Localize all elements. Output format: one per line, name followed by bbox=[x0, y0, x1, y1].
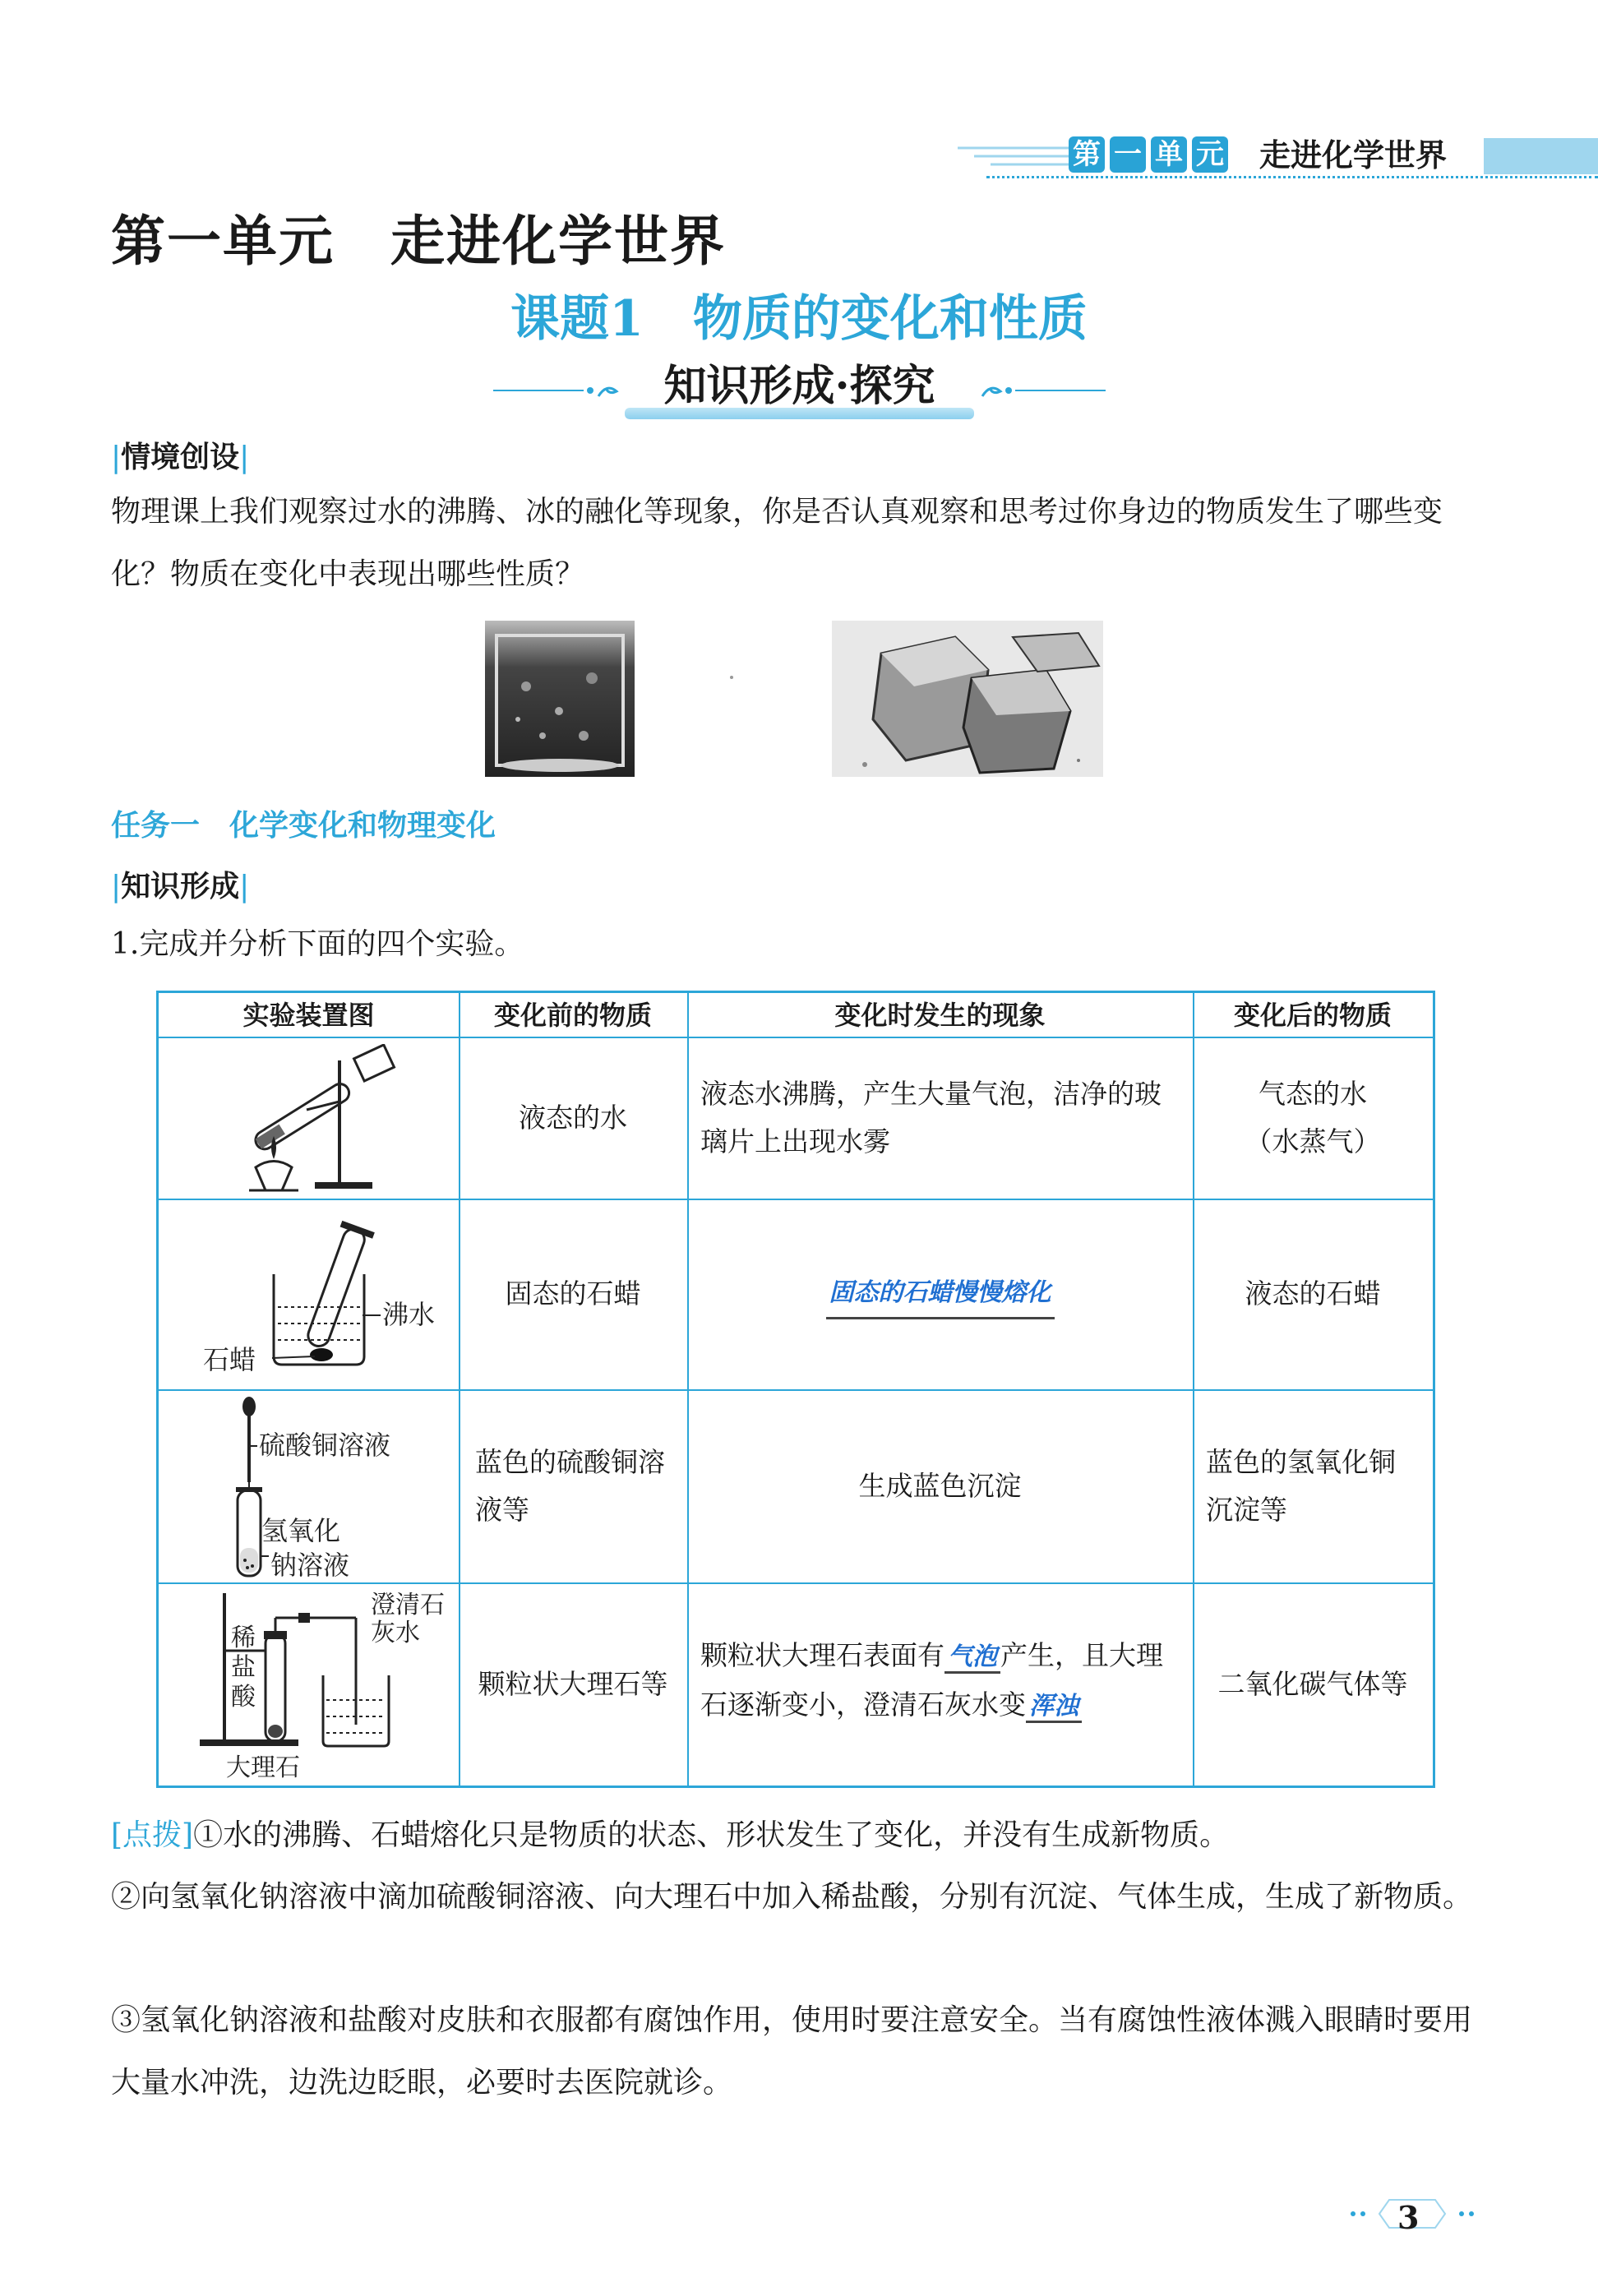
tip-paragraph-1 bbox=[111, 1804, 1492, 1867]
row4-phenomenon-part1: 颗粒状大理石表面有 bbox=[700, 1639, 944, 1671]
tip-tag: [点拨] bbox=[111, 1818, 194, 1852]
melting-wax-apparatus-diagram bbox=[200, 1200, 446, 1386]
label-limewater-line1: 澄清石 bbox=[371, 1591, 445, 1619]
task-heading: 任务一 化学变化和物理变化 bbox=[111, 809, 496, 843]
row1-before: 液态的水 bbox=[519, 1101, 627, 1134]
tip-paragraph-2: ②向氢氧化钠溶液中滴加硫酸铜溶液、向大理石中加入稀盐酸，分别有沉淀、气体生成，生成了新物质。 bbox=[111, 1880, 1473, 1914]
table-header: 实验装置图 bbox=[242, 999, 375, 1031]
header-subject: 走进化学世界 bbox=[1259, 137, 1448, 173]
section-label-text: 情境创设 bbox=[121, 441, 240, 474]
tip-text-1: ①水的沸腾、石蜡熔化只是物质的状态、形状发生了变化，并没有生成新物质。 bbox=[193, 1818, 1230, 1852]
boiling-water-photo bbox=[485, 621, 635, 777]
header-dotted-line bbox=[986, 176, 1598, 178]
banner-right-ornament bbox=[974, 378, 1106, 403]
table-header: 变化时发生的现象 bbox=[834, 999, 1046, 1031]
ice-cubes-photo bbox=[832, 621, 1103, 777]
row4-answer-bubbles: 气泡 bbox=[944, 1642, 1000, 1674]
header-stripes-decor bbox=[958, 141, 1073, 171]
row2-handwritten-answer: 固态的石蜡慢慢熔化 bbox=[826, 1269, 1055, 1319]
row1-after: 气态的水（水蒸气） bbox=[1245, 1077, 1381, 1157]
heating-water-apparatus-diagram bbox=[216, 1044, 413, 1192]
label-marble: 大理石 bbox=[226, 1753, 300, 1782]
intro-paragraph: 物理课上我们观察过水的沸腾、冰的融化等现象，你是否认真观察和思考过你身边的物质发生了哪些变化？物质在变化中表现出哪些性质？ bbox=[111, 495, 1443, 591]
header-unit-char: 单 bbox=[1151, 136, 1187, 173]
row3-before: 蓝色的硫酸铜溶液等 bbox=[475, 1445, 665, 1526]
row4-before: 颗粒状大理石等 bbox=[478, 1667, 668, 1700]
label-acid-char3: 酸 bbox=[231, 1683, 256, 1712]
label-wax: 石蜡 bbox=[203, 1344, 256, 1375]
section-banner: 知识形成·探究 bbox=[663, 361, 935, 411]
row4-phenomenon-part2: 产生，且大理石逐渐变小，澄清石灰水变 bbox=[700, 1639, 1163, 1721]
chapter-title: 第一单元 走进化学世界 bbox=[111, 209, 726, 273]
label-cuso4: 硫酸铜溶液 bbox=[259, 1430, 391, 1461]
header-unit-badges bbox=[1069, 136, 1233, 173]
label-naoh-line1: 氢氧化 bbox=[261, 1515, 341, 1546]
row1-phenomenon: 液态水沸腾，产生大量气泡，洁净的玻璃片上出现水雾 bbox=[700, 1077, 1162, 1157]
table-header: 变化前的物质 bbox=[493, 999, 652, 1031]
label-boiling-water: 沸水 bbox=[382, 1299, 436, 1330]
row4-after: 二氧化碳气体等 bbox=[1217, 1667, 1408, 1700]
row3-phenomenon: 生成蓝色沉淀 bbox=[858, 1469, 1022, 1502]
row2-before: 固态的石蜡 bbox=[505, 1277, 641, 1310]
row2-phenomenon-cell bbox=[687, 1199, 1193, 1389]
header-unit-char: 元 bbox=[1192, 136, 1228, 173]
section-label-text: 知识形成 bbox=[121, 870, 240, 903]
label-acid-char2: 盐 bbox=[231, 1653, 256, 1682]
label-acid-char1: 稀 bbox=[231, 1624, 256, 1652]
header-accent-bar bbox=[1484, 138, 1598, 174]
lesson-title: 课题1 物质的变化和性质 bbox=[510, 290, 1088, 348]
header-unit-char: 第 bbox=[1069, 136, 1105, 173]
label-naoh-line2: 钠溶液 bbox=[270, 1550, 350, 1581]
tip-paragraph-3: ③氢氧化钠溶液和盐酸对皮肤和衣服都有腐蚀作用，使用时要注意安全。当有腐蚀性液体溅入眼睛时要用大量水冲洗，边洗边眨眼，必要时去医院就诊。 bbox=[111, 2003, 1473, 2100]
separator-dot bbox=[730, 676, 733, 679]
experiment-table bbox=[156, 991, 1435, 1788]
banner-left-ornament bbox=[493, 378, 625, 403]
header-unit-char: 一 bbox=[1110, 136, 1146, 173]
section-label-knowledge: |知识形成| bbox=[111, 870, 250, 903]
page-number: 3 bbox=[1397, 2199, 1420, 2236]
marble-acid-apparatus-diagram bbox=[183, 1585, 455, 1786]
dropper-test-tube-diagram bbox=[200, 1392, 446, 1581]
table-header: 变化后的物质 bbox=[1233, 999, 1392, 1031]
section-label-situation: |情境创设| bbox=[111, 441, 250, 474]
row2-after: 液态的石蜡 bbox=[1245, 1277, 1381, 1310]
row4-answer-turbid: 浑浊 bbox=[1026, 1692, 1082, 1723]
row3-after: 蓝色的氢氧化铜沉淀等 bbox=[1206, 1445, 1396, 1526]
label-limewater-line2: 灰水 bbox=[371, 1619, 420, 1647]
question-1: 1.完成并分析下面的四个实验。 bbox=[111, 927, 524, 961]
row4-phenomenon-cell bbox=[687, 1582, 1193, 1786]
